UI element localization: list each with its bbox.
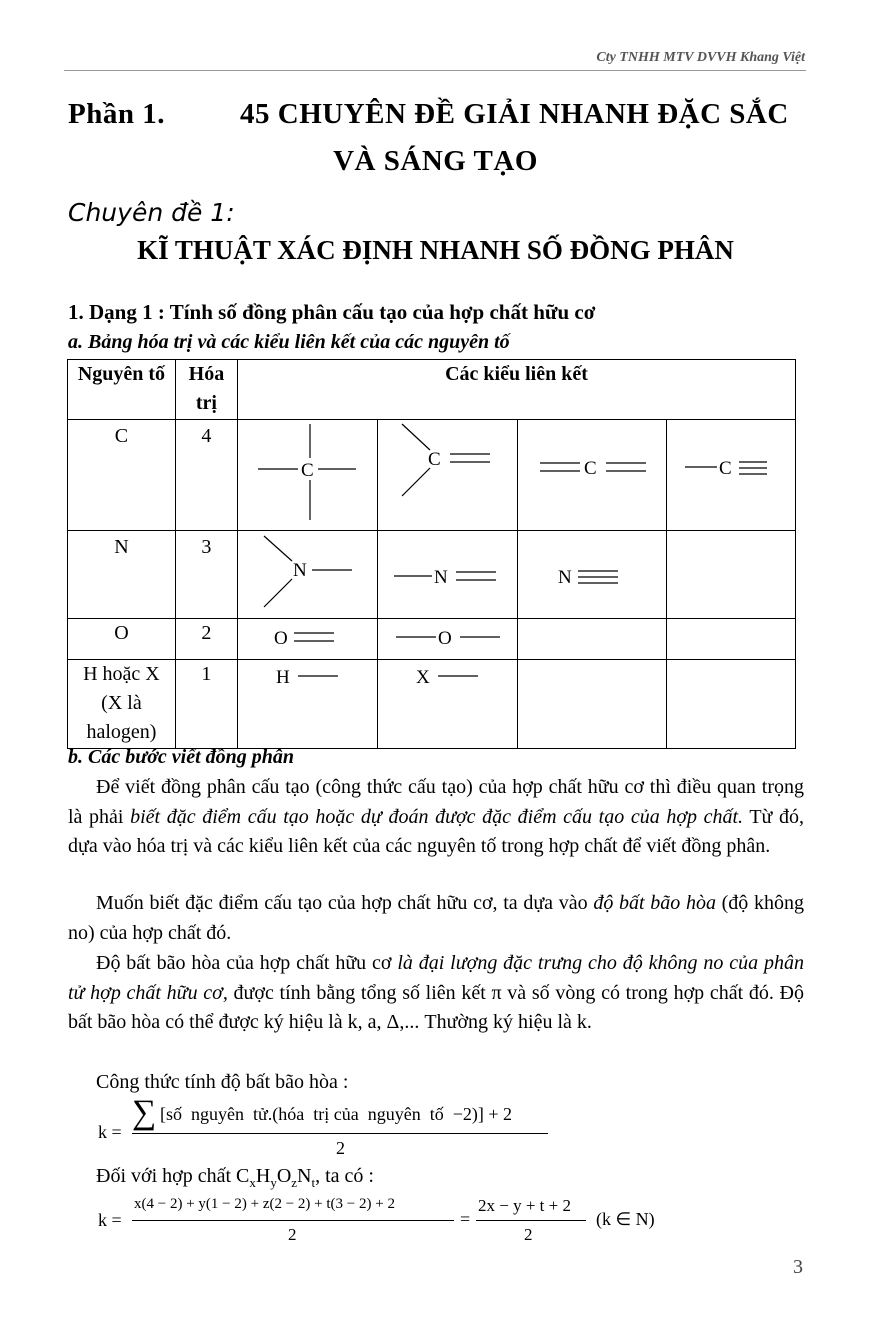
header-bond-types: Các kiểu liên kết [237, 360, 795, 420]
part-title: 45 CHUYÊN ĐỀ GIẢI NHANH ĐẶC SẮC [240, 98, 789, 130]
o-double-bond [237, 619, 377, 660]
atom-c: C [427, 449, 441, 470]
row-hx-valence: 1 [175, 660, 237, 749]
paragraph-2: Muốn biết đặc điểm cấu tạo của hợp chất hữu cơ, ta dựa vào độ bất bão hòa (độ không no) của hợp chất đó. [68, 892, 804, 944]
part-title-line2: VÀ SÁNG TẠO [333, 145, 538, 177]
topic-title: KĨ THUẬT XÁC ĐỊNH NHANH SỐ ĐỒNG PHÂN [137, 235, 734, 265]
atom-h: H [275, 667, 290, 688]
formula2-denominator-1: 2 [288, 1225, 297, 1244]
section-b-heading: b. Các bước viết đồng phân [68, 746, 295, 768]
atom-n: N [292, 560, 307, 581]
part-label: Phần 1. [68, 98, 165, 130]
publisher-header: Cty TNHH MTV DVVH Khang Việt [596, 50, 805, 65]
n-single-double-bond [377, 531, 517, 619]
formula-saturation-general [98, 1094, 558, 1158]
h-single-bond [237, 660, 377, 749]
section-1-heading: 1. Dạng 1 : Tính số đồng phân cấu tạo của hợp chất hữu cơ [68, 300, 596, 324]
formula2-numerator-1: x(4 − 2) + y(1 − 2) + z(2 − 2) + t(3 − 2) + 2 [134, 1196, 395, 1212]
o-two-single-bonds [377, 619, 517, 660]
n-empty-cell [666, 531, 795, 619]
atom-o: O [273, 628, 288, 649]
paragraph-1: Để viết đồng phân cấu tạo (công thức cấu tạo) của hợp chất hữu cơ thì điều quan trọng là phải biết đặc điểm cấu tạo hoặc dự đoán được đặc điểm cấu tạo của hợp chất. Từ đó, dựa vào hóa trị và các kiểu liên kết của các nguyên tố trong hợp chất để viết đồng phân. [68, 776, 805, 857]
formula2-numerator-2: 2x − y + t + 2 [478, 1196, 571, 1215]
atom-x: X [415, 667, 430, 688]
paragraph-compound: Đối với hợp chất $C_xH_yO_zN_t$, ta có : [96, 1165, 374, 1190]
n-triple-bond [517, 531, 666, 619]
section-a-heading: a. Bảng hóa trị và các kiểu liên kết của các nguyên tố [68, 331, 510, 353]
o-empty-cell-2 [666, 619, 795, 660]
atom-o: O [437, 628, 452, 649]
header-valence: Hóa trị [175, 360, 237, 420]
n-three-single-bonds [237, 531, 377, 619]
topic-label: Chuyên đề 1: [68, 198, 235, 227]
atom-c: C [718, 458, 732, 479]
hx-empty-cell-2 [666, 660, 795, 749]
c-two-double-bonds [517, 420, 666, 531]
header-element: Nguyên tố [68, 360, 176, 420]
formula1-lhs: k = [98, 1122, 122, 1142]
row-n-element: N [68, 531, 176, 619]
c-single-triple-bond [666, 420, 795, 531]
row-o-element: O [68, 619, 176, 660]
formula2-condition: (k ∈ N) [596, 1209, 655, 1229]
row-o-valence: 2 [175, 619, 237, 660]
x-single-bond [377, 660, 517, 749]
fraction-bar-1 [132, 1220, 454, 1221]
c-two-single-one-double [377, 420, 517, 531]
atom-c: C [583, 458, 597, 479]
sigma-icon: ∑ [132, 1094, 157, 1131]
page-number: 3 [793, 1256, 803, 1278]
o-empty-cell-1 [517, 619, 666, 660]
paragraph-formula-intro: Công thức tính độ bất bão hòa : [96, 1071, 349, 1093]
header-divider [64, 70, 806, 71]
row-c-valence: 4 [175, 420, 237, 531]
formula2-equals: = [460, 1209, 471, 1229]
paragraph-3: Độ bất bão hòa của hợp chất hữu cơ là đại lượng đặc trưng cho độ không no của phân tử hợp chất hữu cơ, được tính bằng tổng số liên kết π và số vòng có trong hợp chất đó. Độ bất bão hòa có thể được ký hiệu là k, a, Δ,... Thường ký hiệu là k. [68, 952, 805, 1033]
formula1-denominator: 2 [336, 1138, 345, 1158]
formula1-numerator: [số nguyên tử.(hóa trị của nguyên tố −2)] + 2 [160, 1104, 512, 1124]
fraction-bar-2 [476, 1220, 586, 1221]
fraction-bar [132, 1133, 548, 1134]
formula2-denominator-2: 2 [524, 1225, 533, 1244]
hx-empty-cell-1 [517, 660, 666, 749]
row-hx-element: H hoặc X (X là halogen) [68, 660, 176, 749]
row-n-valence: 3 [175, 531, 237, 619]
valence-bond-table [67, 359, 796, 749]
formula2-lhs: k = [98, 1210, 122, 1230]
atom-c: C [300, 460, 314, 481]
atom-n: N [557, 567, 572, 588]
formula-saturation-cxhyoznt [98, 1196, 718, 1250]
c-four-single-bonds [237, 420, 377, 531]
row-c-element: C [68, 420, 176, 531]
atom-n: N [433, 567, 448, 588]
